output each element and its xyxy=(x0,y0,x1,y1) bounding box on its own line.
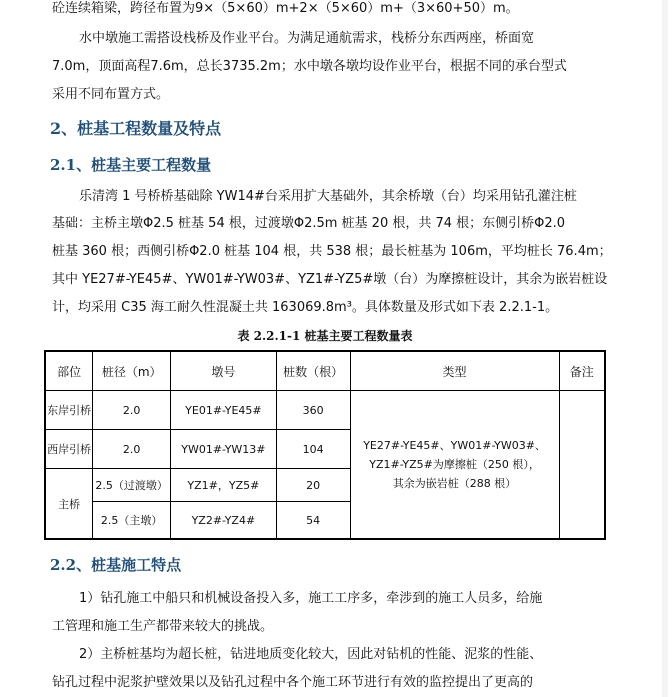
cell-pier: YZ2#-YZ4# xyxy=(171,502,277,540)
section-heading: 2、桩基工程数量及特点 xyxy=(50,119,222,138)
cell-count: 20 xyxy=(276,469,350,502)
cell-count: 104 xyxy=(276,430,350,469)
cell-count: 54 xyxy=(276,502,350,540)
cell-part: 东岸引桥 xyxy=(45,391,93,430)
cell-pier: YW01#-YW13# xyxy=(171,430,277,469)
header-pier: 墩号 xyxy=(171,351,277,391)
pile-quantity-table xyxy=(44,350,606,540)
paragraph-line: 基础：主桥主墩Φ2.5 桩基 54 根，过渡墩Φ2.5m 桩基 20 根，共 74 根；东侧引桥Φ2.0 xyxy=(52,216,566,231)
cell-diameter: 2.5（主墩） xyxy=(93,502,171,540)
paragraph-line: 水中墩施工需搭设栈桥及作业平台。为满足通航需求，栈桥分东西两座，桥面宽 xyxy=(79,31,535,46)
paragraph-line: 桩基 360 根；西侧引桥Φ2.0 桩基 104 根，共 538 根；最长桩基为 106m，平均桩长 76.4m； xyxy=(52,244,612,259)
header-note: 备注 xyxy=(559,351,605,391)
cell-part: 西岸引桥 xyxy=(45,430,93,469)
subsection-heading: 2.1、桩基主要工程数量 xyxy=(50,156,212,174)
paragraph-line: 工管理和施工生产都带来较大的挑战。 xyxy=(52,619,274,634)
paragraph-line: 采用不同布置方式。 xyxy=(52,87,170,102)
paragraph-line: 钻孔过程中泥浆护壁效果以及钻孔过程中各个施工环节进行有效的监控提出了更高的 xyxy=(52,675,534,690)
header-diameter: 桩径（m） xyxy=(93,351,171,391)
cell-note xyxy=(559,391,605,540)
table-header-row xyxy=(45,351,605,391)
cell-diameter: 2.0 xyxy=(93,430,171,469)
paragraph-line: 2）主桥桩基均为超长桩，钻进地质变化较大，因此对钻机的性能、泥浆的性能、 xyxy=(79,647,543,662)
cell-part: 主桥 xyxy=(45,469,93,540)
cell-pier: YE01#-YE45# xyxy=(171,391,277,430)
type-line: YE27#-YE45#、YW01#-YW03#、 xyxy=(363,439,546,452)
header-type: 类型 xyxy=(350,351,559,391)
cell-pier: YZ1#，YZ5# xyxy=(171,469,277,502)
type-line: YZ1#-YZ5#为摩擦桩（250 根）， xyxy=(369,458,540,471)
paragraph-line: 其中 YE27#-YE45#、YW01#-YW03#、YZ1#-YZ5#墩（台）为摩擦桩设计，其余为嵌岩桩设 xyxy=(52,272,608,287)
scrollbar-track[interactable] xyxy=(662,0,668,697)
header-count: 桩数（根） xyxy=(276,351,350,391)
paragraph-line: 计，均采用 C35 海工耐久性混凝土共 163069.8m³。具体数量及形式如下表 2.2.1-1。 xyxy=(52,300,559,315)
table-caption: 表 2.2.1-1 桩基主要工程数量表 xyxy=(237,329,413,343)
paragraph-line: 7.0m，顶面高程7.6m，总长3735.2m；水中墩各墩均设作业平台，根据不同的承台型式 xyxy=(52,59,567,74)
cell-diameter: 2.5（过渡墩） xyxy=(93,469,171,502)
paragraph-line: 1）钻孔施工中船只和机械设备投入多，施工工序多，牵涉到的施工人员多，给施 xyxy=(79,591,543,606)
cell-type xyxy=(350,391,559,540)
cell-count: 360 xyxy=(276,391,350,430)
table-row xyxy=(45,391,605,430)
cell-diameter: 2.0 xyxy=(93,391,171,430)
paragraph-line: 乐清湾 1 号桥桥基础除 YW14#台采用扩大基础外，其余桥墩（台）均采用钻孔灌注桩 xyxy=(79,189,577,204)
paragraph-line: 砼连续箱梁，跨径布置为9×（5×60）m+2×（5×60）m+（3×60+50）m。 xyxy=(52,1,519,16)
header-part: 部位 xyxy=(45,351,93,391)
type-line: 其余为嵌岩桩（288 根） xyxy=(392,477,517,490)
subsection-heading: 2.2、桩基施工特点 xyxy=(50,556,182,574)
